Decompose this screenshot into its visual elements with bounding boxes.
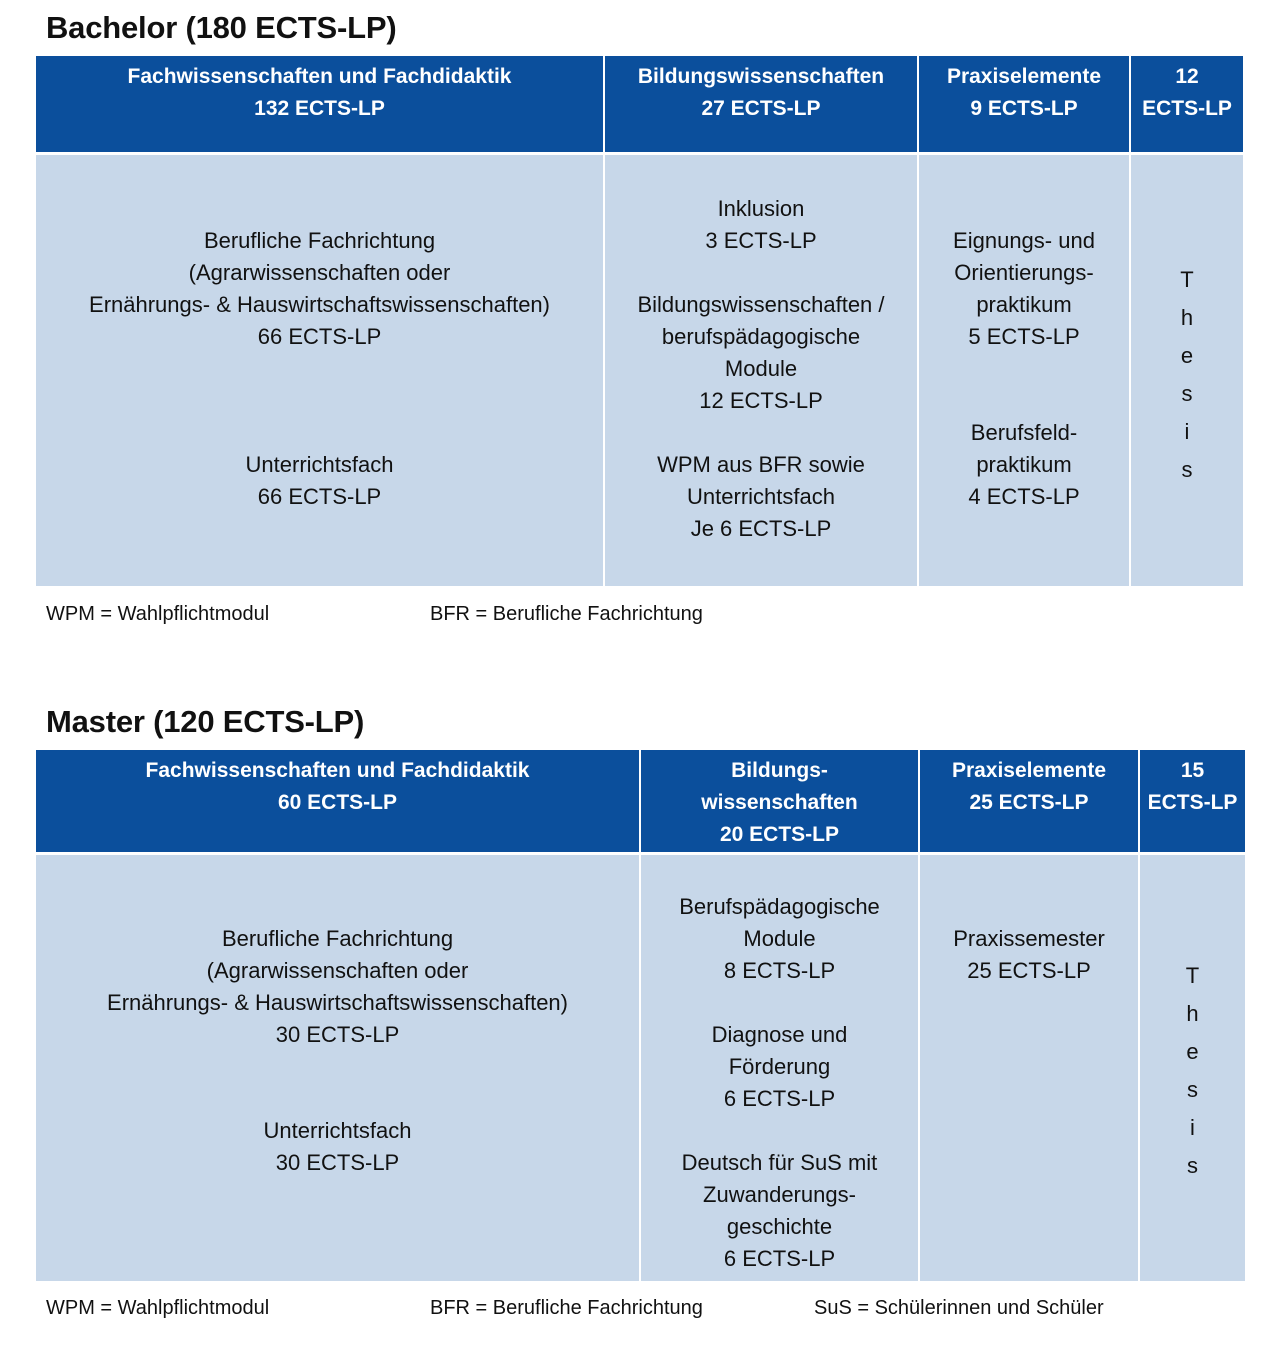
header-label: wissenschaften: [701, 791, 858, 814]
module-line: Deutsch für SuS mit: [681, 1150, 878, 1175]
module-line: Berufliche Fachrichtung: [221, 926, 454, 951]
module-line: praktikum: [976, 452, 1072, 477]
module-block: [679, 891, 880, 987]
header-label: 15: [1180, 759, 1205, 782]
module-line: Praxissemester: [953, 926, 1105, 951]
module-line: Ernährungs- & Hauswirtschaftswissenschaften): [89, 292, 550, 317]
thesis-letter: i: [1190, 1115, 1195, 1140]
module-line: praktikum: [976, 292, 1072, 317]
module-ects: Je 6 ECTS-LP: [690, 516, 832, 541]
module-line: Berufsfeld-: [970, 420, 1078, 445]
bachelor-header-thesis: [1131, 56, 1243, 152]
module-ects: 25 ECTS-LP: [967, 958, 1091, 983]
module-line: Unterrichtsfach: [263, 1118, 412, 1143]
bachelor-fach-cell: [36, 155, 603, 586]
module-line: Zuwanderungs-: [703, 1182, 856, 1207]
thesis-vertical-label: [1186, 957, 1199, 1185]
header-label: Bildungswissenschaften: [637, 65, 885, 88]
header-ects: ECTS-LP: [1142, 97, 1232, 120]
bachelor-header-bildung: [605, 56, 917, 152]
header-label: Fachwissenschaften und Fachdidaktik: [145, 759, 530, 782]
header-ects: 9 ECTS-LP: [970, 97, 1078, 120]
header-label: Praxiselemente: [946, 65, 1102, 88]
module-line: Bildungswissenschaften /: [637, 292, 885, 317]
module-ects: 66 ECTS-LP: [257, 324, 382, 349]
module-line: Module: [743, 926, 816, 951]
header-label: Fachwissenschaften und Fachdidaktik: [127, 65, 512, 88]
header-label: Praxiselemente: [951, 759, 1107, 782]
module-line: Ernährungs- & Hauswirtschaftswissenschaften): [107, 990, 568, 1015]
thesis-letter: s: [1186, 1077, 1198, 1102]
master-thesis-cell: [1140, 855, 1245, 1281]
thesis-letter: e: [1180, 343, 1194, 368]
module-ects: 6 ECTS-LP: [723, 1246, 836, 1271]
module-line: Inklusion: [717, 196, 805, 221]
module-line: Förderung: [728, 1054, 831, 1079]
module-line: WPM aus BFR sowie: [657, 452, 865, 477]
module-line: geschichte: [726, 1214, 833, 1239]
module-block: [953, 923, 1105, 987]
thesis-letter: e: [1186, 1039, 1199, 1064]
bachelor-table: [36, 56, 1245, 586]
master-header-bildung: [641, 750, 918, 852]
thesis-letter: s: [1181, 457, 1193, 482]
header-label: 12: [1175, 65, 1199, 88]
module-block: [953, 225, 1095, 353]
module-line: (Agrarwissenschaften oder: [188, 260, 451, 285]
master-header-thesis: [1140, 750, 1245, 852]
module-block: [657, 449, 865, 545]
header-ects: 25 ECTS-LP: [969, 791, 1089, 814]
header-ects: 27 ECTS-LP: [701, 97, 821, 120]
module-line: Unterrichtsfach: [687, 484, 835, 509]
master-header-praxis: [920, 750, 1138, 852]
bachelor-header-praxis: [919, 56, 1129, 152]
module-line: Berufspädagogische: [679, 894, 880, 919]
thesis-letter: i: [1184, 419, 1190, 444]
module-block: [637, 289, 884, 417]
thesis-vertical-label: [1180, 261, 1193, 489]
module-ects: 66 ECTS-LP: [257, 484, 382, 509]
bachelor-praxis-cell: [919, 155, 1129, 586]
header-ects: 60 ECTS-LP: [277, 791, 398, 814]
module-ects: 3 ECTS-LP: [705, 228, 817, 253]
module-block: [968, 417, 1079, 513]
module-line: Diagnose und: [711, 1022, 848, 1047]
module-line: (Agrarwissenschaften oder: [206, 958, 469, 983]
module-line: Eignungs- und: [953, 228, 1095, 253]
module-block: [89, 225, 550, 353]
module-block: [682, 1147, 878, 1275]
master-fach-cell: [36, 855, 639, 1281]
bachelor-legend-wpm: WPM = Wahlpflichtmodul: [46, 603, 270, 625]
module-line: Orientierungs-: [954, 260, 1094, 285]
module-block: [705, 193, 816, 257]
module-block: [107, 923, 568, 1051]
header-ects: 132 ECTS-LP: [254, 97, 385, 120]
module-line: Unterrichtsfach: [245, 452, 394, 477]
module-line: berufspädagogische: [661, 324, 861, 349]
bachelor-legend-bfr: BFR = Berufliche Fachrichtung: [430, 603, 703, 625]
bachelor-header-fach: [36, 56, 603, 152]
module-ects: 30 ECTS-LP: [275, 1150, 400, 1175]
module-ects: 5 ECTS-LP: [968, 324, 1080, 349]
module-ects: 4 ECTS-LP: [968, 484, 1080, 509]
module-line: Module: [724, 356, 798, 381]
module-ects: 12 ECTS-LP: [699, 388, 823, 413]
master-legend-sus: SuS = Schülerinnen und Schüler: [814, 1297, 1104, 1319]
thesis-letter: T: [1185, 963, 1200, 988]
header-ects: 20 ECTS-LP: [719, 823, 840, 846]
header-label: Bildungs-: [731, 759, 828, 782]
thesis-letter: s: [1181, 381, 1193, 406]
master-bildung-cell: [641, 855, 918, 1281]
thesis-letter: h: [1180, 305, 1194, 330]
header-ects: ECTS-LP: [1147, 791, 1238, 814]
thesis-letter: s: [1186, 1153, 1198, 1178]
bachelor-bildung-cell: [605, 155, 917, 586]
master-legend-bfr: BFR = Berufliche Fachrichtung: [430, 1297, 703, 1319]
bachelor-thesis-cell: [1131, 155, 1243, 586]
master-legend-wpm: WPM = Wahlpflichtmodul: [46, 1297, 270, 1319]
module-ects: 6 ECTS-LP: [723, 1086, 836, 1111]
bachelor-title: Bachelor (180 ECTS-LP): [46, 10, 397, 45]
module-block: [246, 449, 394, 513]
thesis-letter: T: [1180, 267, 1194, 292]
module-block: [712, 1019, 848, 1115]
thesis-letter: h: [1186, 1001, 1199, 1026]
master-table: [36, 750, 1245, 1281]
master-header-fach: [36, 750, 639, 852]
master-praxis-cell: [920, 855, 1138, 1281]
module-block: [264, 1115, 412, 1179]
module-ects: 30 ECTS-LP: [275, 1022, 400, 1047]
module-line: Berufliche Fachrichtung: [203, 228, 436, 253]
master-title: Master (120 ECTS-LP): [46, 704, 365, 739]
module-ects: 8 ECTS-LP: [723, 958, 836, 983]
